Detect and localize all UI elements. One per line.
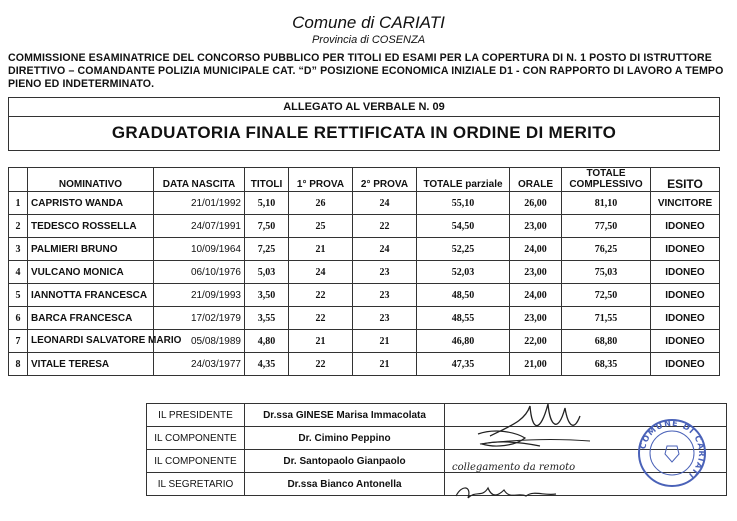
cell-totale-parziale: 46,80 [417,330,510,353]
table-row [9,284,720,307]
cell-nominativo: BARCA FRANCESCA [28,307,154,330]
cell-num: 3 [9,238,28,261]
cell-totale-complessivo: 76,25 [562,238,651,261]
cell-num: 6 [9,307,28,330]
cell-esito: IDONEO [651,307,720,330]
col-header-nominativo: NOMINATIVO [28,168,154,192]
signature-componente-2 [452,452,612,476]
municipal-stamp [637,418,707,488]
ruolo-label: IL COMPONENTE [147,450,245,473]
cell-prova1: 22 [289,284,353,307]
cell-totale-parziale: 52,25 [417,238,510,261]
document-title: GRADUATORIA FINALE RETTIFICATA IN ORDINE DI MERITO [8,116,720,151]
cell-esito: IDONEO [651,353,720,376]
cell-orale: 23,00 [510,261,562,284]
provincia-subtitle: Provincia di COSENZA [311,34,426,46]
cell-esito: IDONEO [651,330,720,353]
cell-nominativo: CAPRISTO WANDA [28,192,154,215]
cell-esito: IDONEO [651,261,720,284]
col-header-prova2: 2° PROVA [353,168,417,192]
cell-prova1: 22 [289,353,353,376]
membro-name: Dr.ssa GINESE Marisa Immacolata [245,404,445,427]
cell-totale-complessivo: 77,50 [562,215,651,238]
col-header-orale: ORALE [510,168,562,192]
col-header-esito: ESITO [651,168,720,192]
col-header-num [9,168,28,192]
table-row [9,215,720,238]
table-row [9,192,720,215]
cell-data-nascita: 05/08/1989 [154,330,245,353]
cell-titoli: 3,55 [245,307,289,330]
cell-totale-parziale: 48,55 [417,307,510,330]
cell-totale-complessivo: 68,35 [562,353,651,376]
col-header-totale-complessivo: TOTALE COMPLESSIVO [562,168,651,192]
cell-prova2: 23 [353,261,417,284]
cell-prova1: 22 [289,307,353,330]
table-row [9,307,720,330]
allegato-heading: ALLEGATO AL VERBALE N. 09 [8,97,720,117]
col-header-data-nascita: DATA NASCITA [154,168,245,192]
ruolo-label: IL SEGRETARIO [147,473,245,496]
cell-titoli: 4,80 [245,330,289,353]
cell-prova1: 21 [289,330,353,353]
table-row [9,261,720,284]
cell-prova1: 26 [289,192,353,215]
cell-totale-complessivo: 75,03 [562,261,651,284]
table-row [9,353,720,376]
cell-titoli: 7,50 [245,215,289,238]
cell-prova1: 21 [289,238,353,261]
membro-name: Dr. Cimino Peppino [245,427,445,450]
cell-data-nascita: 24/03/1977 [154,353,245,376]
cell-prova2: 23 [353,284,417,307]
col-header-titoli: TITOLI [245,168,289,192]
cell-prova1: 24 [289,261,353,284]
cell-totale-complessivo: 71,55 [562,307,651,330]
cell-data-nascita: 17/02/1979 [154,307,245,330]
cell-data-nascita: 24/07/1991 [154,215,245,238]
cell-prova2: 23 [353,307,417,330]
svg-text:COMUNE DI CARIATI [638,419,706,481]
cell-totale-parziale: 55,10 [417,192,510,215]
cell-orale: 23,00 [510,215,562,238]
ruolo-label: IL PRESIDENTE [147,404,245,427]
cell-orale: 23,00 [510,307,562,330]
cell-totale-complessivo: 68,80 [562,330,651,353]
membro-name: Dr. Santopaolo Gianpaolo [245,450,445,473]
cell-esito: IDONEO [651,284,720,307]
cell-titoli: 4,35 [245,353,289,376]
cell-num: 2 [9,215,28,238]
signature-segretario [452,478,562,506]
cell-orale: 24,00 [510,238,562,261]
cell-prova2: 21 [353,353,417,376]
cell-prova2: 24 [353,192,417,215]
cell-orale: 24,00 [510,284,562,307]
cell-data-nascita: 21/09/1993 [154,284,245,307]
cell-nominativo: VITALE TERESA [28,353,154,376]
membro-name: Dr.ssa Bianco Antonella [245,473,445,496]
cell-prova1: 25 [289,215,353,238]
cell-num: 7 [9,330,28,353]
col-header-prova1: 1° PROVA [289,168,353,192]
cell-nominativo: VULCANO MONICA [28,261,154,284]
cell-titoli: 5,03 [245,261,289,284]
cell-totale-parziale: 54,50 [417,215,510,238]
cell-prova2: 21 [353,330,417,353]
cell-data-nascita: 21/01/1992 [154,192,245,215]
cell-esito: VINCITORE [651,192,720,215]
firma-testo-remoto: collegamento da remoto [452,462,576,473]
cell-totale-complessivo: 72,50 [562,284,651,307]
cell-data-nascita: 10/09/1964 [154,238,245,261]
cell-totale-parziale: 52,03 [417,261,510,284]
col-header-totale-parziale: TOTALE parziale [417,168,510,192]
cell-nominativo: PALMIERI BRUNO [28,238,154,261]
cell-prova2: 24 [353,238,417,261]
cell-totale-complessivo: 81,10 [562,192,651,215]
cell-esito: IDONEO [651,238,720,261]
cell-orale: 26,00 [510,192,562,215]
cell-num: 4 [9,261,28,284]
cell-titoli: 7,25 [245,238,289,261]
cell-totale-parziale: 47,35 [417,353,510,376]
cell-titoli: 5,10 [245,192,289,215]
cell-nominativo: TEDESCO ROSSELLA [28,215,154,238]
table-header-row [9,168,720,192]
cell-orale: 22,00 [510,330,562,353]
cell-data-nascita: 06/10/1976 [154,261,245,284]
table-row [9,238,720,261]
cell-nominativo: LEONARDI SALVATORE MARIO [28,330,154,353]
cell-esito: IDONEO [651,215,720,238]
stamp-text: COMUNE DI CARIATI [638,418,707,481]
cell-num: 8 [9,353,28,376]
ruolo-label: IL COMPONENTE [147,427,245,450]
signature-componente-1 [470,424,550,454]
graduatoria-table [8,167,720,376]
cell-titoli: 3,50 [245,284,289,307]
intro-paragraph: COMMISSIONE ESAMINATRICE DEL CONCORSO PUBBLICO PER TITOLI ED ESAMI PER LA COPERTURA DI N. 1 POSTO DI ISTRUTTORE DIRETTIVO – COMANDANTE POLIZIA MUNICIPALE CAT. “D” POSIZIONE ECONOMICA INIZIALE D1 - CON RAPPORTO DI LAVORO A TEMPO PIENO ED INDETERMINATO. [8,52,724,90]
cell-num: 5 [9,284,28,307]
cell-totale-parziale: 48,50 [417,284,510,307]
cell-num: 1 [9,192,28,215]
cell-nominativo: IANNOTTA FRANCESCA [28,284,154,307]
table-row [9,330,720,353]
cell-prova2: 22 [353,215,417,238]
comune-title: Comune di CARIATI [292,13,445,32]
cell-orale: 21,00 [510,353,562,376]
